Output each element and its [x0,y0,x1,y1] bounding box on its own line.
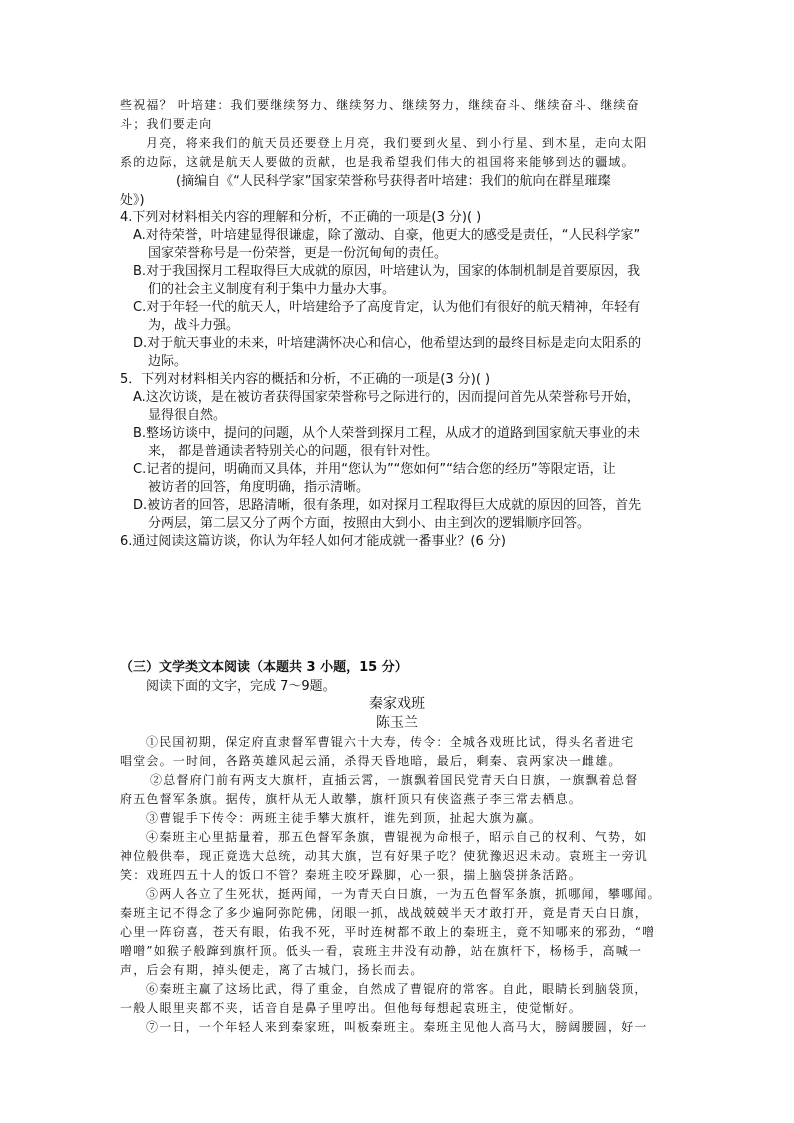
paragraph-1: ①民国初期，保定府直隶督军曹锟六十大寿，传令：全城各戏班比试，得头名者进宅 [146,735,635,749]
question-5-option-c: 被访者的回答，角度明确，指示清晰。 [148,480,370,495]
question-5-option-b: 来， 都是普通读者特别关心的问题，很有针对性。 [148,444,439,459]
interview-line: 斗；我们要走向 [120,117,213,131]
section-heading: （三）文学类文本阅读（本题共 3 小题，15 分） [120,660,408,675]
paragraph-6: ⑥秦班主赢了这场比武，得了重金，自然成了曹锟府的常客。自此，眼睛长到脑袋顶， [146,982,648,996]
question-4-option-b: 们的社会主义制度有利于集中力量办大事。 [148,282,396,297]
interview-line: 系的边际，这就是航天人要做的贡献，也是我希望我们伟大的祖国将来能够到达的疆域。 [120,155,635,169]
paragraph-5: 心里一阵窃喜，苍天有眼，佑我不死，平时连树都不敢上的秦班主，竟不知哪来的邪劲，“噌 [120,925,656,939]
article-author: 陈玉兰 [376,715,418,731]
interview-line: 些祝福？ 叶培建：我们要继续努力、继续努力、继续努力，继续奋斗、继续奋斗、继续奋 [120,98,640,112]
interview-line: 月亮，将来我们的航天员还要登上月亮，我们要到火星、到小行星、到木星，走向太阳 [146,136,648,150]
paragraph-1: 唱堂会。一时间，各路英雄风起云涌，杀得天昏地暗，最后，剩秦、袁两家决一雌雄。 [120,754,622,768]
question-4-option-d: D.对于航天事业的未来，叶培建满怀决心和信心，他希望达到的最终目标是走向太阳系的 [133,336,642,351]
paragraph-5: 声，后会有期，掉头便走，离了古城门，扬长而去。 [120,963,424,977]
question-6-stem: 6.通过阅读这篇访谈，你认为年轻人如何才能成就一番事业？(6 分) [120,534,506,549]
paragraph-3: ③曹锟手下传令：两班主徒手攀大旗杆，谁先到顶，扯起大旗为赢。 [146,811,543,825]
source-citation: 处》) [120,193,145,208]
paragraph-4: 笑：戏班四五十人的饭口不管？秦班主咬牙跺脚，心一狠，揣上脑袋拼条活路。 [120,868,583,882]
paragraph-5: 秦班主记不得念了多少遍阿弥陀佛，闭眼一抓，战战兢兢半天才敢打开，竟是青天白日旗， [120,906,649,920]
question-4-option-a: A.对待荣誉，叶培建显得很谦虚，除了激动、自豪，他更大的感受是责任，“人民科学家” [133,228,641,243]
paragraph-2: ②总督府门前有两支大旗杆，直插云霄，一旗飘着国民党青天白日旗，一旗飘着总督 [150,773,639,787]
paragraph-4: 神位般供奉，现正竟选大总统，动其大旗，岂有好果子吃？使犹豫迟迟未动。袁班主一旁讥 [120,849,649,863]
question-5-option-a: 显得很自然。 [148,408,227,423]
source-citation: (摘编自《“人民科学家”国家荣誉称号获得者叶培建：我们的航向在群星璀璨 [176,174,611,189]
question-5-option-c: C.记者的提问，明确而又具体，并用“您认为”“您如何”“结合您的经历”等限定语，让 [133,462,616,477]
paragraph-7: ⑦一日，一个年轻人来到秦家班，叫板秦班主。秦班主见他人高马大，膀阔腰圆，好一 [146,1020,648,1034]
paragraph-2: 府五色督军条旗。据传，旗杆从无人敢攀，旗杆顶只有侠盗燕子李三常去栖息。 [120,792,583,806]
question-4-option-c: 为，战斗力强。 [148,318,240,333]
question-5-option-a: A.这次访谈，是在被访者获得国家荣誉称号之际进行的，因而提问首先从荣誉称号开始， [133,390,640,405]
paragraph-6: 一般人眼里夹都不夹，话音自是鼻子里哼出。但他每每想起袁班主，使觉惭好。 [120,1001,583,1015]
question-5-option-d: D.被访者的回答，思路清晰，很有条理，如对探月工程取得巨大成就的原因的回答，首先 [133,498,642,513]
article-title: 秦家戏班 [369,696,425,712]
question-4-option-d: 边际。 [148,354,188,369]
question-5-option-b: B.整场访谈中，提问的问题，从个人荣誉到探月工程，从成才的道路到国家航天事业的未 [133,426,641,441]
question-5-option-d: 分两层，第二层又分了两个方面，按照由大到小、由主到次的逻辑顺序回答。 [148,516,591,531]
section-instruction: 阅读下面的文字，完成 7～9题。 [146,679,336,694]
question-4-option-a: 国家荣誉称号是一份荣誉，更是一份沉甸甸的责任。 [148,246,448,261]
question-4-stem: 4.下列对材料相关内容的理解和分析，不正确的一项是(3 分)( ) [120,210,482,225]
question-5-stem: 5．下列对材料相关内容的概括和分析，不正确的一项是(3 分)( ) [120,372,491,387]
paragraph-5: 噌噌”如猴子般蹿到旗杆顶。低头一看，袁班主井没有动静，站在旗杆下，杨杨手，高喊一 [120,944,643,958]
question-4-option-b: B.对于我国探月工程取得巨大成就的原因，叶培建认为，国家的体制机制是首要原因，我 [133,264,641,279]
paragraph-4: ④秦班主心里掂量着，那五色督军条旗，曹锟视为命根子，昭示自己的权利、气势，如 [146,830,648,844]
paragraph-5: ⑤两人各立了生死状，挺两闻，一为青天白日旗，一为五色督军条旗，抓哪闻，攀哪闻。 [146,887,661,901]
question-4-option-c: C.对于年轻一代的航天人，叶培建给予了高度肯定，认为他们有很好的航天精神，年轻有 [133,300,641,315]
